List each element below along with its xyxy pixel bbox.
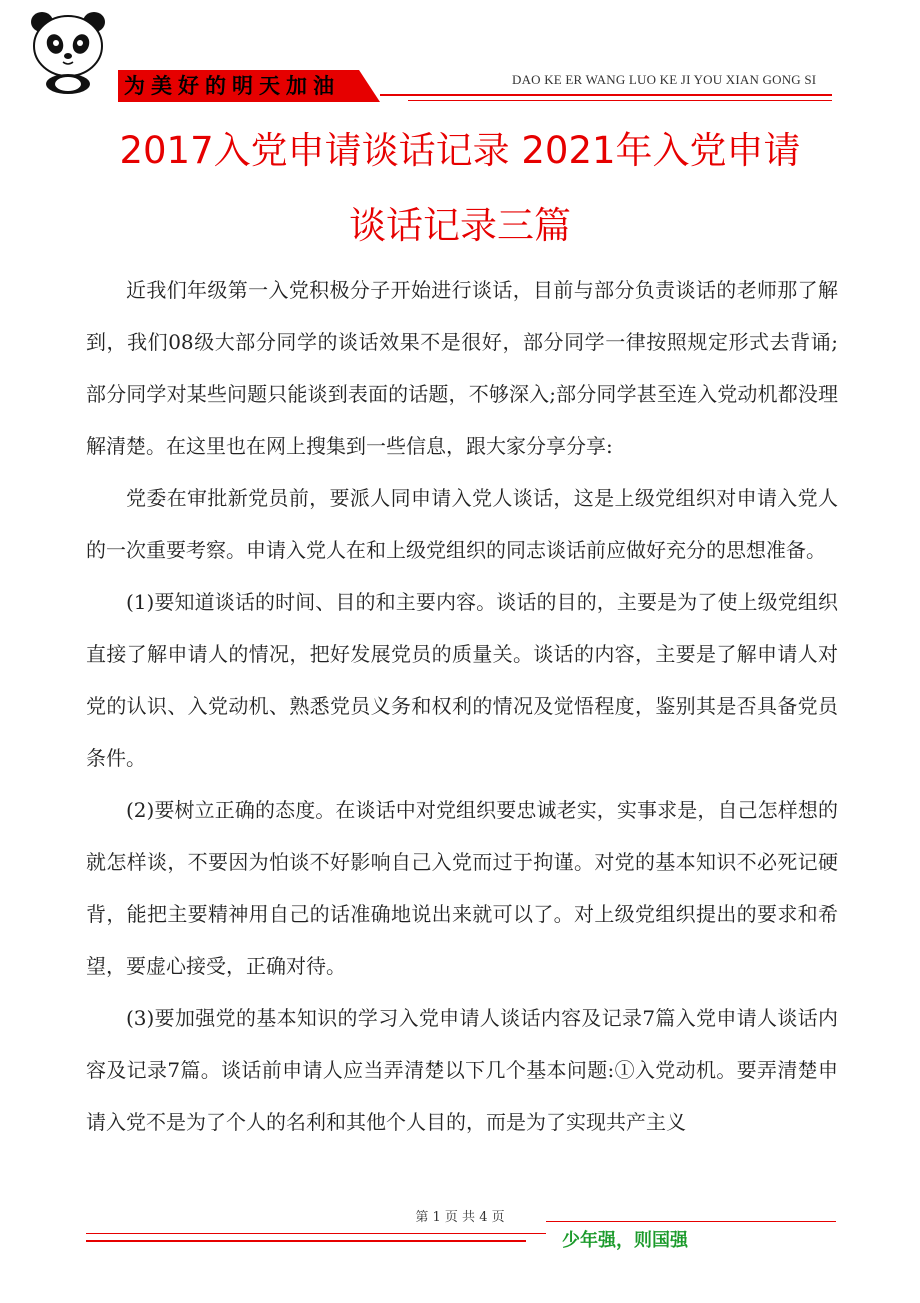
paragraph: 近我们年级第一入党积极分子开始进行谈话，目前与部分负责谈话的老师那了解到，我们08级大部分同学的谈话效果不是很好，部分同学一律按照规定形式去背诵;部分同学对某些问题只能谈到表面的话题，不够深入;部分同学甚至连入党动机都没理解清楚。在这里也在网上搜集到一些信息，跟大家分享分享: [86,278,838,458]
company-name: DAO KE ER WANG LUO KE JI YOU XIAN GONG SI [512,72,817,87]
page-number: 第 1 页 共 4 页 [415,1210,505,1225]
page-title-line2: 谈话记录三篇 [349,204,571,247]
slogan-text: 为美好的明天加油 [124,73,340,98]
header-rule-top [380,94,832,96]
footer-rule-left-top [86,1233,546,1234]
panda-icon [28,10,108,94]
paragraph: 党委在审批新党员前，要派人同申请入党人谈话，这是上级党组织对申请入党人的一次重要考察。申请入党人在和上级党组织的同志谈话前应做好充分的思想准备。 [86,486,838,562]
paragraph: (3)要加强党的基本知识的学习入党申请人谈话内容及记录7篇入党申请人谈话内容及记录7篇。谈话前申请人应当弄清楚以下几个基本问题:①入党动机。要弄清楚申请入党不是为了个人的名利和其他个人目的，而是为了实现共产主义 [86,1006,838,1134]
paragraph: (2)要树立正确的态度。在谈话中对党组织要忠诚老实，实事求是，自己怎样想的就怎样谈，不要因为怕谈不好影响自己入党而过于拘谨。对党的基本知识不必死记硬背，能把主要精神用自己的话准确地说出来就可以了。对上级党组织提出的要求和希望，要虚心接受，正确对待。 [86,798,838,978]
page-title-line1: 2017入党申请谈话记录 2021年入党申请 [119,129,801,172]
paragraph: (1)要知道谈话的时间、目的和主要内容。谈话的目的，主要是为了使上级党组织直接了解申请人的情况，把好发展党员的质量关。谈话的内容，主要是了解申请人对党的认识、入党动机、熟悉党员义务和权利的情况及觉悟程度，鉴别其是否具备党员条件。 [86,590,838,770]
header-rule-bottom [408,100,832,101]
page-header [0,0,920,115]
footer-rule-right [546,1221,836,1222]
document-body [86,264,838,1148]
footer-motto: 少年强，则国强 [562,1230,688,1251]
footer-rule-left-bottom [86,1240,526,1242]
